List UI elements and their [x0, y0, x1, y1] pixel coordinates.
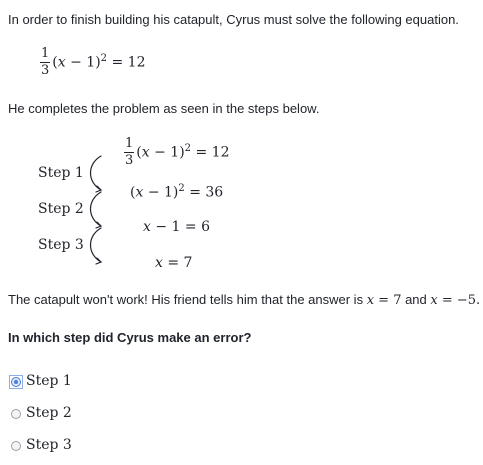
- work-line-3: x − 1 = 6: [143, 219, 210, 235]
- choice-label: Step 2: [26, 405, 72, 421]
- outcome-text: The catapult won't work! His friend tells him that the answer is x = 7 and x = −5.: [8, 292, 481, 308]
- work-line-4: x = 7: [155, 255, 193, 271]
- step-1-curve-arrow-icon: [91, 156, 102, 190]
- answer-choices: [0, 370, 483, 460]
- choice-step-2[interactable]: [8, 404, 208, 426]
- choice-label: Step 1: [26, 373, 72, 389]
- radio-step-2[interactable]: [11, 409, 21, 419]
- choice-label: Step 3: [26, 437, 72, 453]
- radio-step-3[interactable]: [11, 441, 21, 451]
- choice-step-1[interactable]: [8, 372, 208, 394]
- main-equation: $\frac{1}{3}$ $(x - 1)^2 = 12$: [41, 46, 146, 78]
- step-arrows: [84, 150, 114, 270]
- work-line-2: $(x - 1)^2 = 36$: [130, 183, 224, 201]
- step-2-curve-arrow-icon: [91, 192, 102, 226]
- step-label-2: Step 2: [38, 201, 84, 217]
- step-3-curve-arrow-icon: [91, 228, 102, 262]
- work-line-1: $\frac{1}{3}$ $(x - 1)^2 = 12$: [125, 136, 230, 168]
- equation-fraction: $\frac{1}{3}$: [41, 46, 50, 78]
- steps-intro-text: He completes the problem as seen in the steps below.: [8, 101, 320, 116]
- radio-step-1[interactable]: [11, 377, 21, 387]
- question-text: In which step did Cyrus make an error?: [8, 330, 252, 345]
- step-label-1: Step 1: [38, 165, 84, 181]
- choice-step-3[interactable]: [8, 436, 208, 458]
- step-label-3: Step 3: [38, 237, 84, 253]
- intro-text: In order to finish building his catapult, Cyrus must solve the following equation.: [8, 12, 459, 27]
